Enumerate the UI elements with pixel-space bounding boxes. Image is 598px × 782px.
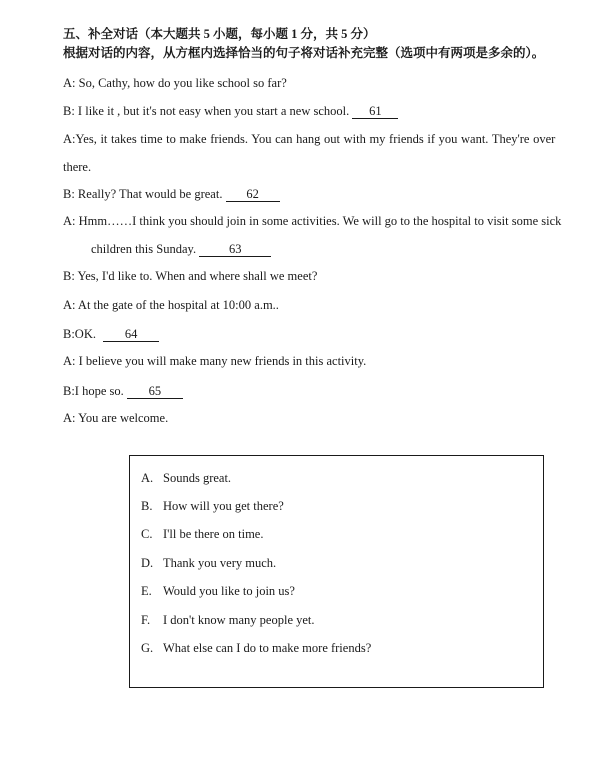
section-heading: 五、补全对话（本大题共 5 小题，每小题 1 分，共 5 分）	[63, 27, 376, 41]
dialogue-line: A: At the gate of the hospital at 10:00 a.m..	[63, 298, 279, 312]
dialogue-line: A: You are welcome.	[63, 411, 169, 425]
option-b: B. How will you get there?	[141, 499, 284, 513]
answer-blank-63[interactable]: 63	[199, 243, 271, 257]
dialogue-line: A: Hmm……I think you should join in some activities. We will go to the hospital to visit some sick	[63, 214, 562, 228]
dialogue-line: B: Really? That would be great. 62	[63, 186, 280, 202]
dialogue-line: A: So, Cathy, how do you like school so far?	[63, 76, 287, 90]
section-instruction: 根据对话的内容，从方框内选择恰当的句子将对话补充完整（选项中有两项是多余的）。	[63, 46, 545, 60]
option-g: G. What else can I do to make more friends?	[141, 641, 372, 655]
option-a: A. Sounds great.	[141, 471, 232, 485]
dialogue-line: B: I like it , but it's not easy when you start a new school. 61	[63, 103, 398, 119]
dialogue-line: A: I believe you will make many new friends in this activity.	[63, 354, 367, 368]
dialogue-line: children this Sunday. 63	[91, 241, 271, 257]
dialogue-line: B: Yes, I'd like to. When and where shall we meet?	[63, 269, 318, 283]
answer-blank-61[interactable]: 61	[352, 105, 398, 119]
dialogue-line: B:I hope so. 65	[63, 383, 183, 399]
options-box	[129, 455, 544, 688]
option-d: D. Thank you very much.	[141, 556, 277, 570]
answer-blank-64[interactable]: 64	[103, 328, 159, 342]
option-c: C. I'll be there on time.	[141, 527, 264, 541]
option-e: E. Would you like to join us?	[141, 584, 295, 598]
answer-blank-62[interactable]: 62	[226, 188, 280, 202]
dialogue-line: B:OK. 64	[63, 326, 159, 342]
dialogue-line: A:Yes, it takes time to make friends. You can hang out with my friends if you want. They're over	[63, 132, 556, 146]
answer-blank-65[interactable]: 65	[127, 385, 183, 399]
option-f: F. I don't know many people yet.	[141, 613, 315, 627]
dialogue-line: there.	[63, 160, 92, 174]
